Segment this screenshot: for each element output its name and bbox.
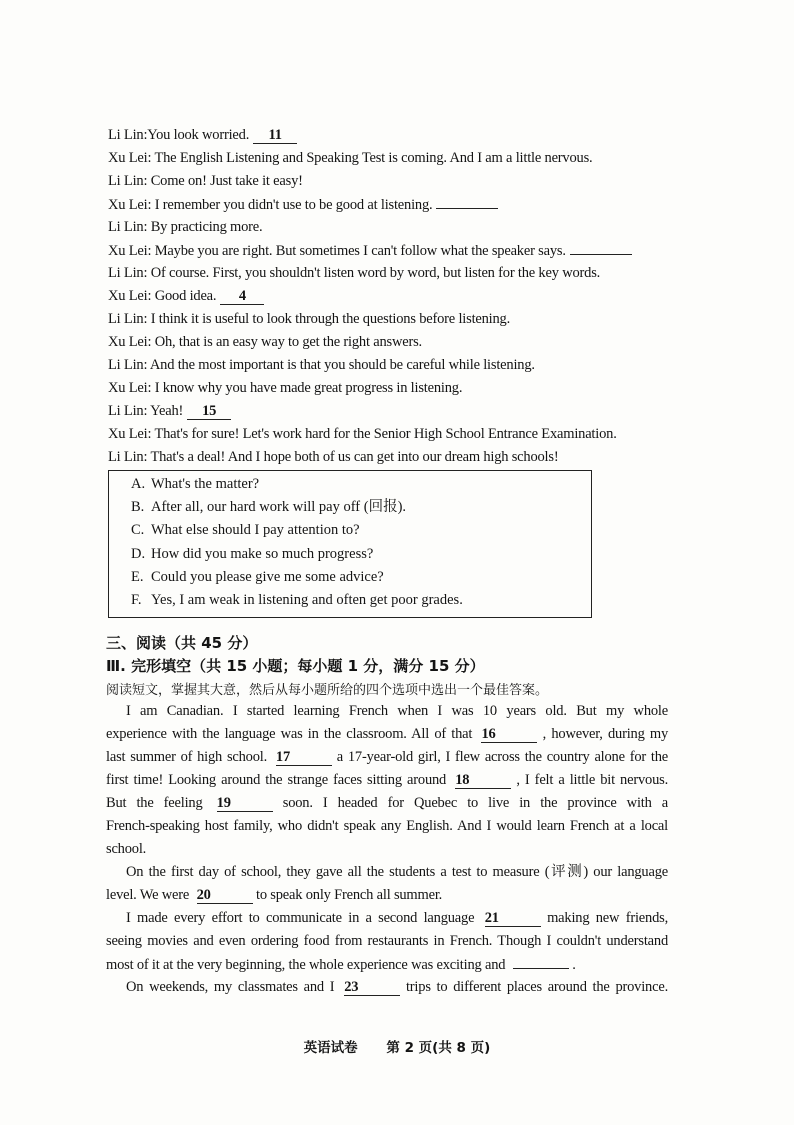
dialogue-text: By practicing more. [147,219,263,235]
dialogue-line [108,147,668,170]
dialogue-line [108,331,668,354]
passage-text: But the feeling [106,795,213,811]
option-item [131,543,591,566]
dialogue-line [108,193,668,216]
option-letter: E. [131,568,144,585]
cloze-passage [106,700,668,999]
dialogue-line [108,354,668,377]
dialogue-text: Good idea. [151,288,217,304]
cloze-blank: 20 [197,888,253,904]
passage-line [106,746,668,769]
page-footer [0,1036,794,1056]
option-item [131,496,591,519]
dialogue-text: Oh, that is an easy way to get the right answers. [151,334,422,350]
passage-text: most of it at the very beginning, the whole experience was exciting and [106,957,509,973]
option-item [131,589,591,612]
passage-text: I made every effort to communicate in a second language [126,910,481,926]
speaker-name: Li Lin: [108,403,148,419]
option-text: Yes, I am weak in listening and often get poor grades. [151,591,463,608]
footer-subject: 英语试卷 [303,1040,358,1056]
option-letter: D. [131,545,146,562]
speaker-name: Li Lin: [108,173,148,189]
section-title: 三、阅读（共 45 分） [106,634,258,652]
option-text: After all, our hard work will pay off (回报). [151,499,407,516]
passage-line [106,953,668,976]
passage-text: , I felt a little bit nervous. [511,772,668,788]
dialogue-text: That's a deal! And I hope both of us can get into our dream high schools! [147,449,559,465]
passage-text: seeing movies and even ordering food from restaurants in French. Though I couldn't understand [106,933,668,949]
dialogue-text: I think it is useful to look through the questions before listening. [147,311,511,327]
option-item [131,566,591,589]
answer-blank [570,239,632,255]
speaker-name: Li Lin: [108,127,148,143]
dialogue-line [108,239,668,262]
passage-line [106,861,668,884]
dialogue-text: I know why you have made great progress in listening. [151,380,463,396]
passage-text: last summer of high school. [106,749,272,765]
dialogue-line [108,377,668,400]
cloze-blank: 21 [485,911,541,927]
passage-line [106,700,668,723]
cloze-blank: 17 [276,750,332,766]
passage-text: experience with the language was in the classroom. All of that [106,726,478,742]
option-item [131,473,591,496]
dialogue-line [108,446,668,469]
dialogue-line [108,262,668,285]
passage-text: . [568,957,576,973]
option-letter: A. [131,476,146,492]
cloze-blank: 23 [344,980,400,996]
dialogue-text: Yeah! [147,403,184,419]
passage-text: French-speaking host family, who didn't speak any English. And I would learn French at a local [106,818,668,834]
speaker-name: Xu Lei: [108,426,152,442]
dialogue-line [108,423,668,446]
dialogue-line [108,285,668,308]
passage-line [106,884,668,907]
passage-text: On the first day of school, they gave all the students a test to measure (评测) our language [126,864,668,880]
speaker-name: Li Lin: [108,311,148,327]
speaker-name: Li Lin: [108,449,148,465]
answer-blank: 15 [187,404,231,420]
cloze-instruction: 阅读短文，掌握其大意，然后从每小题所给的四个选项中选出一个最佳答案。 [106,683,549,698]
speaker-name: Xu Lei: [108,197,152,213]
passage-line [106,976,668,999]
cloze-blank [513,953,569,969]
dialogue-text: You look worried. [147,127,250,143]
option-letter: B. [131,499,145,516]
dialogue-text: The English Listening and Speaking Test is coming. And I am a little nervous. [151,150,593,166]
answer-blank: 4 [220,289,264,305]
answer-blank [436,193,498,209]
dialogue-text: Of course. First, you shouldn't listen word by word, but listen for the key words. [147,265,601,281]
speaker-name: Xu Lei: [108,334,152,350]
dialogue-text: And the most important is that you should be careful while listening. [147,357,535,373]
cloze-subtitle: Ⅲ. 完形填空（共 15 小题；每小题 1 分，满分 15 分） [106,657,485,675]
option-letter: F. [131,591,142,608]
passage-line [106,769,668,792]
option-item [131,519,591,542]
speaker-name: Xu Lei: [108,380,152,396]
passage-text: a 17-year-old girl, I flew across the country alone for the [331,749,668,765]
passage-line [106,792,668,815]
answer-blank: 11 [253,128,297,144]
dialogue-line [108,400,668,423]
dialogue-text: I remember you didn't use to be good at listening. [151,197,433,213]
speaker-name: Li Lin: [108,265,148,281]
speaker-name: Li Lin: [108,219,148,235]
cloze-blank: 16 [481,727,537,743]
dialogue-line [108,216,668,239]
dialogue-text: Come on! Just take it easy! [147,173,303,189]
passage-line [106,907,668,930]
speaker-name: Li Lin: [108,357,148,373]
passage-text: making new friends, [540,910,668,926]
passage-text: level. We were [106,887,193,903]
passage-text: soon. I headed for Quebec to live in the province with a [272,795,668,811]
speaker-name: Xu Lei: [108,150,152,166]
passage-line [106,930,668,953]
dialogue-line [108,170,668,193]
dialogue-line [108,308,668,331]
cloze-blank: 19 [217,796,273,812]
passage-text: school. [106,841,147,857]
passage-text: On weekends, my classmates and I [126,979,341,995]
dialogue-text: Maybe you are right. But sometimes I can't follow what the speaker says. [151,243,566,259]
dialogue-text: That's for sure! Let's work hard for the Senior High School Entrance Examination. [151,426,617,442]
passage-text: , however, during my [537,726,668,742]
dialogue-section [108,124,668,469]
speaker-name: Xu Lei: [108,288,152,304]
passage-text: trips to different places around the province. [400,979,669,995]
passage-line [106,838,668,861]
dialogue-line [108,124,668,147]
cloze-blank: 18 [455,773,511,789]
option-text: How did you make so much progress? [151,545,374,562]
options-box [108,470,592,618]
option-letter: C. [131,522,145,539]
option-text: Could you please give me some advice? [151,568,384,585]
option-text: What's the matter? [151,476,260,492]
passage-line [106,723,668,746]
passage-text: first time! Looking around the strange faces sitting around [106,772,452,788]
passage-text: I am Canadian. I started learning French when I was 10 years old. But my whole [126,703,668,719]
passage-text: to speak only French all summer. [252,887,443,903]
option-text: What else should I pay attention to? [151,522,360,539]
footer-page-number: 第 2 页(共 8 页) [386,1040,491,1056]
passage-line [106,815,668,838]
speaker-name: Xu Lei: [108,243,152,259]
